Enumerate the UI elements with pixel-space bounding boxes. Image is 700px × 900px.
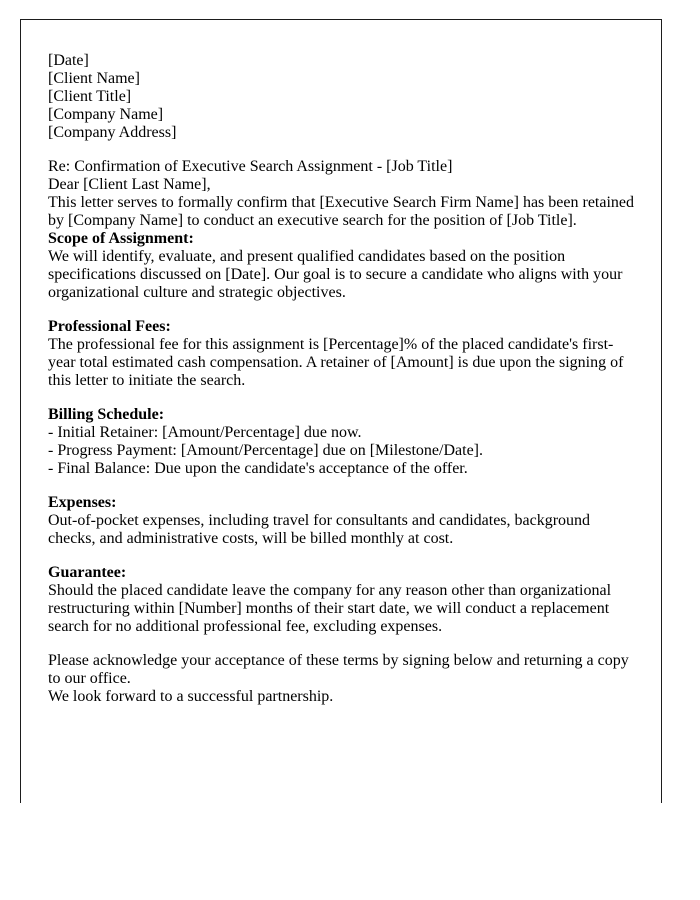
section-expenses bbox=[48, 494, 635, 548]
recipient-block bbox=[48, 70, 635, 142]
letter-document bbox=[20, 19, 662, 803]
billing-item-final-balance: - Final Balance: Due upon the candidate's acceptance of the offer. bbox=[48, 460, 468, 477]
section-heading: Billing Schedule: bbox=[48, 406, 165, 423]
section-body: The professional fee for this assignment is [Percentage]% of the placed candidate's first-year total estimated cash compensation. A retainer of [Amount] is due upon the signing of this letter to initiate the search. bbox=[48, 336, 624, 389]
section-scope-of-assignment bbox=[48, 230, 635, 302]
section-heading: Scope of Assignment: bbox=[48, 230, 194, 247]
billing-item-progress-payment: - Progress Payment: [Amount/Percentage] due on [Milestone/Date]. bbox=[48, 442, 483, 459]
recipient-title-line: [Client Title] bbox=[48, 88, 132, 105]
recipient-address-line: [Company Address] bbox=[48, 124, 177, 141]
section-heading: Guarantee: bbox=[48, 564, 127, 581]
section-body: Out-of-pocket expenses, including travel for consultants and candidates, background checks, and administrative costs, will be billed monthly at cost. bbox=[48, 512, 591, 547]
date-line: [Date] bbox=[48, 52, 89, 69]
closing-partnership-paragraph: We look forward to a successful partnership. bbox=[48, 688, 334, 705]
recipient-company-line: [Company Name] bbox=[48, 106, 164, 123]
intro-paragraph: This letter serves to formally confirm that [Executive Search Firm Name] has been retained by [Company Name] to conduct an executive search for the position of [Job Title]. bbox=[48, 194, 635, 229]
section-guarantee bbox=[48, 564, 635, 636]
closing-acknowledgement-paragraph: Please acknowledge your acceptance of these terms by signing below and returning a copy to our office. bbox=[48, 652, 629, 687]
subject-line: Re: Confirmation of Executive Search Assignment - [Job Title] bbox=[48, 158, 453, 175]
section-heading: Professional Fees: bbox=[48, 318, 171, 335]
recipient-name-line: [Client Name] bbox=[48, 70, 140, 87]
billing-item-initial-retainer: - Initial Retainer: [Amount/Percentage] due now. bbox=[48, 424, 362, 441]
salutation: Dear [Client Last Name], bbox=[48, 176, 211, 193]
section-professional-fees bbox=[48, 318, 635, 390]
section-heading: Expenses: bbox=[48, 494, 117, 511]
section-billing-schedule bbox=[48, 406, 635, 478]
section-body: We will identify, evaluate, and present qualified candidates based on the position specifications discussed on [Date]. Our goal is to secure a candidate who aligns with your organizational culture and strategic objectives. bbox=[48, 248, 623, 301]
section-body: Should the placed candidate leave the company for any reason other than organizational restructuring within [Number] months of their start date, we will conduct a replacement search for no additional professional fee, excluding expenses. bbox=[48, 582, 612, 635]
